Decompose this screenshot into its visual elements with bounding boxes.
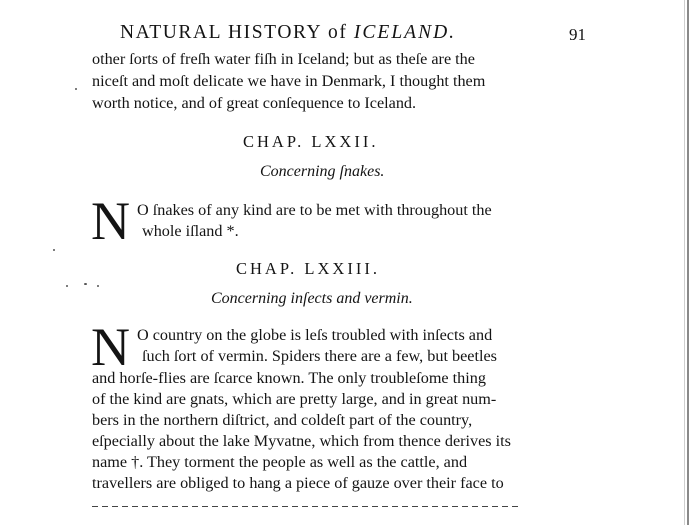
chapter-73-line-7: name †. They torment the people as well as the cattle, and [92,453,468,471]
chapter-72-drop-cap: N [91,191,130,251]
chapter-73-line-6: eſpecially about the lake Myvatne, which from thence derives its [92,432,511,450]
running-header [120,22,456,44]
page-number: 91 [569,25,586,44]
intro-line-2: niceſt and moſt delicate we have in Denmark, I thought them [92,72,486,90]
chapter-73-line-4: of the kind are gnats, which are pretty large, and in great num- [92,390,497,408]
scan-speck [84,283,87,285]
intro-line-3: worth notice, and of great conſequence to Iceland. [92,94,417,112]
chapter-72-line-2: whole iſland *. [142,222,239,240]
chapter-72-subtitle: Concerning ſnakes. [260,163,385,180]
chapter-73-line-2: ſuch ſort of vermin. Spiders there are a few, but beetles [142,347,497,365]
chapter-73-line-1: O country on the globe is leſs troubled with inſects and [137,326,493,344]
chapter-73-drop-cap: N [91,317,130,377]
chapter-72-line-1: O ſnakes of any kind are to be met with throughout the [137,201,492,219]
scan-speck [97,285,99,287]
chapter-73-line-5: bers in the northern diſtrict, and coldeſt part of the country, [92,411,473,429]
chapter-72-heading: CHAP. LXXII. [243,132,379,151]
chapter-73-line-3: and horſe-flies are ſcarce known. The only troubleſome thing [92,369,486,387]
scan-speck [75,88,77,90]
header-title-main: NATURAL HISTORY of [120,22,354,43]
cut-off-line-fragment [92,498,522,507]
chapter-73-line-8: travellers are obliged to hang a piece of gauze over their face to [92,474,504,492]
chapter-73-subtitle: Concerning inſects and vermin. [211,290,413,307]
scan-speck [66,285,68,287]
header-title-italic: ICELAND. [353,22,457,43]
scan-speck [53,249,55,251]
intro-line-1: other ſorts of freſh water fiſh in Iceland; but as theſe are the [92,50,475,68]
page-edge-line [684,0,685,525]
chapter-73-heading: CHAP. LXXIII. [236,259,380,278]
